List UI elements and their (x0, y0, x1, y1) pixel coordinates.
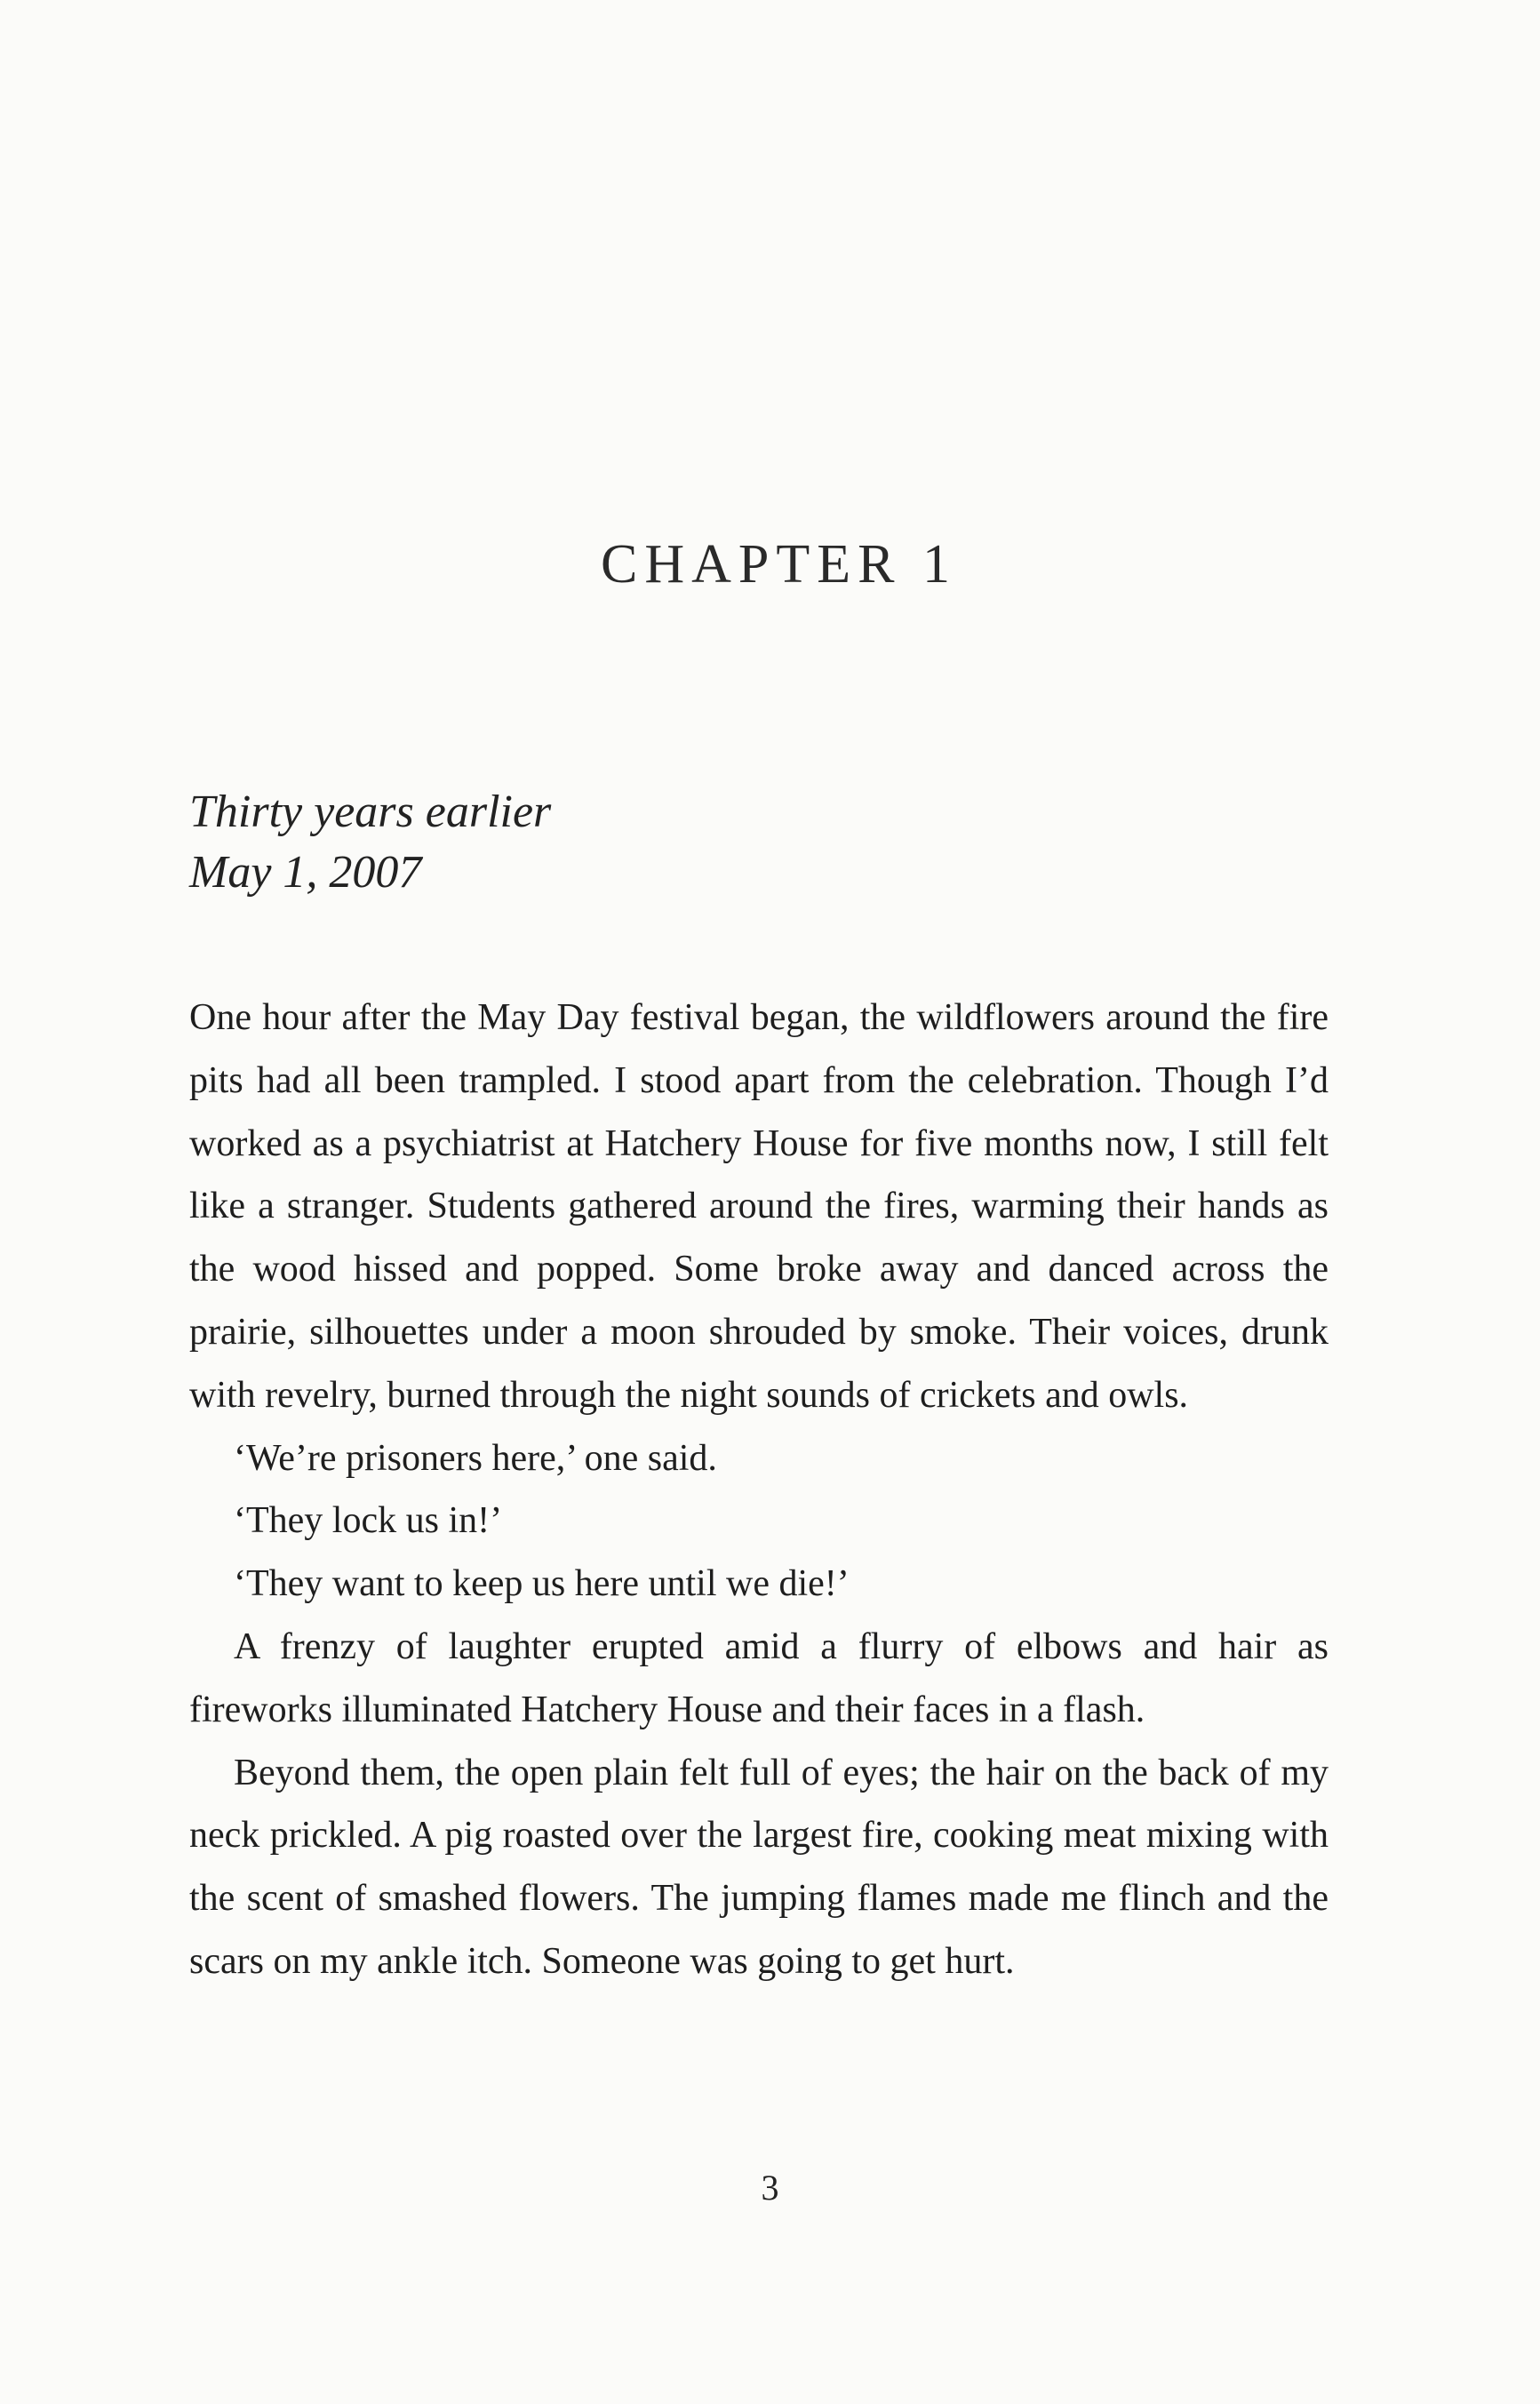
paragraph: One hour after the May Day festival began, the wildflowers around the fire pits had all been trampled. I stood apart from the celebration. Though I’d worked as a psychiatrist at Hatchery House for five months now, I still felt like a stranger. Students gathered around the fires, warming their hands as the wood hissed and popped. Some broke away and danced across the prairie, silhouettes under a moon shrouded by smoke. Their voices, drunk with revelry, burned through the night sounds of crickets and owls. (189, 997, 1329, 1416)
dateline-time-ago: Thirty years earlier (189, 787, 552, 837)
page-number: 3 (761, 2168, 779, 2208)
dateline (189, 782, 1345, 903)
dateline-date: May 1, 2007 (189, 847, 422, 898)
chapter-body (189, 986, 1329, 1993)
paragraph: ‘They want to keep us here until we die!’ (234, 1563, 850, 1605)
chapter-heading: CHAPTER 1 (601, 534, 957, 595)
paragraph: ‘We’re prisoners here,’ one said. (234, 1437, 717, 1479)
paragraph: Beyond them, the open plain felt full of eyes; the hair on the back of my neck prickled. A pig roasted over the largest fire, cooking meat mixing with the scent of smashed flowers. The jumping flames made me flinch and the scars on my ankle itch. Someone was going to get hurt. (189, 1752, 1329, 1982)
paragraph: A frenzy of laughter erupted amid a flurry of elbows and hair as fireworks illuminated Hatchery House and their faces in a flash. (189, 1625, 1329, 1730)
paragraph: ‘They lock us in!’ (234, 1500, 503, 1542)
